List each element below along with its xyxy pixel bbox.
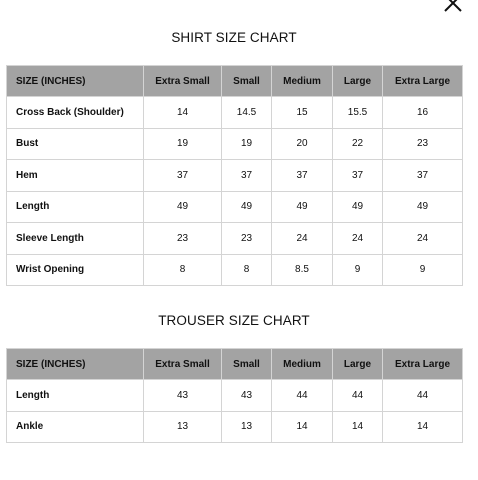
table-cell: 19	[222, 128, 272, 160]
table-cell: 14	[333, 411, 383, 443]
close-icon[interactable]	[442, 0, 464, 14]
table-cell: 13	[144, 411, 222, 443]
table-cell: 22	[333, 128, 383, 160]
table-cell: 15.5	[333, 97, 383, 129]
table-cell: 37	[272, 160, 333, 192]
row-label-bust: Bust	[7, 128, 144, 160]
header-cell-size: SIZE (INCHES)	[7, 66, 144, 97]
table-cell: 16	[383, 97, 463, 129]
table-cell: 44	[272, 380, 333, 412]
table-row	[7, 97, 463, 129]
row-label-sleeve-length: Sleeve Length	[7, 223, 144, 255]
table-cell: 24	[333, 223, 383, 255]
table-cell: 23	[144, 223, 222, 255]
trouser-size-chart-title: TROUSER SIZE CHART	[158, 313, 310, 328]
header-cell-extra-large: Extra Large	[383, 66, 463, 97]
shirt-size-table	[6, 65, 463, 286]
header-cell-extra-large: Extra Large	[383, 349, 463, 380]
table-cell: 14.5	[222, 97, 272, 129]
table-cell: 20	[272, 128, 333, 160]
table-cell: 44	[383, 380, 463, 412]
table-cell: 24	[383, 223, 463, 255]
header-cell-small: Small	[222, 66, 272, 97]
table-cell: 43	[222, 380, 272, 412]
table-cell: 8.5	[272, 254, 333, 286]
row-label-length: Length	[7, 191, 144, 223]
row-label-length: Length	[7, 380, 144, 412]
header-cell-extra-small: Extra Small	[144, 66, 222, 97]
header-cell-medium: Medium	[272, 66, 333, 97]
table-cell: 8	[222, 254, 272, 286]
header-cell-extra-small: Extra Small	[144, 349, 222, 380]
row-label-ankle: Ankle	[7, 411, 144, 443]
table-cell: 14	[272, 411, 333, 443]
table-cell: 37	[144, 160, 222, 192]
table-cell: 44	[333, 380, 383, 412]
table-cell: 43	[144, 380, 222, 412]
table-cell: 37	[333, 160, 383, 192]
header-cell-size: SIZE (INCHES)	[7, 349, 144, 380]
header-cell-small: Small	[222, 349, 272, 380]
table-header-row	[7, 349, 463, 380]
table-cell: 49	[272, 191, 333, 223]
row-label-cross-back: Cross Back (Shoulder)	[7, 97, 144, 129]
shirt-size-chart-title: SHIRT SIZE CHART	[171, 30, 297, 45]
header-cell-large: Large	[333, 349, 383, 380]
table-cell: 15	[272, 97, 333, 129]
table-cell: 37	[222, 160, 272, 192]
table-row	[7, 128, 463, 160]
table-cell: 49	[222, 191, 272, 223]
table-cell: 13	[222, 411, 272, 443]
table-cell: 49	[333, 191, 383, 223]
table-header-row	[7, 66, 463, 97]
table-row	[7, 411, 463, 443]
header-cell-large: Large	[333, 66, 383, 97]
table-cell: 23	[383, 128, 463, 160]
table-cell: 49	[144, 191, 222, 223]
table-cell: 14	[383, 411, 463, 443]
table-cell: 23	[222, 223, 272, 255]
row-label-wrist-opening: Wrist Opening	[7, 254, 144, 286]
header-cell-medium: Medium	[272, 349, 333, 380]
table-cell: 49	[383, 191, 463, 223]
table-row	[7, 380, 463, 412]
table-cell: 37	[383, 160, 463, 192]
table-cell: 9	[333, 254, 383, 286]
trouser-size-table	[6, 348, 463, 443]
table-row	[7, 223, 463, 255]
table-row	[7, 191, 463, 223]
row-label-hem: Hem	[7, 160, 144, 192]
table-cell: 9	[383, 254, 463, 286]
table-cell: 8	[144, 254, 222, 286]
table-row	[7, 254, 463, 286]
table-row	[7, 160, 463, 192]
table-cell: 14	[144, 97, 222, 129]
table-cell: 24	[272, 223, 333, 255]
table-cell: 19	[144, 128, 222, 160]
